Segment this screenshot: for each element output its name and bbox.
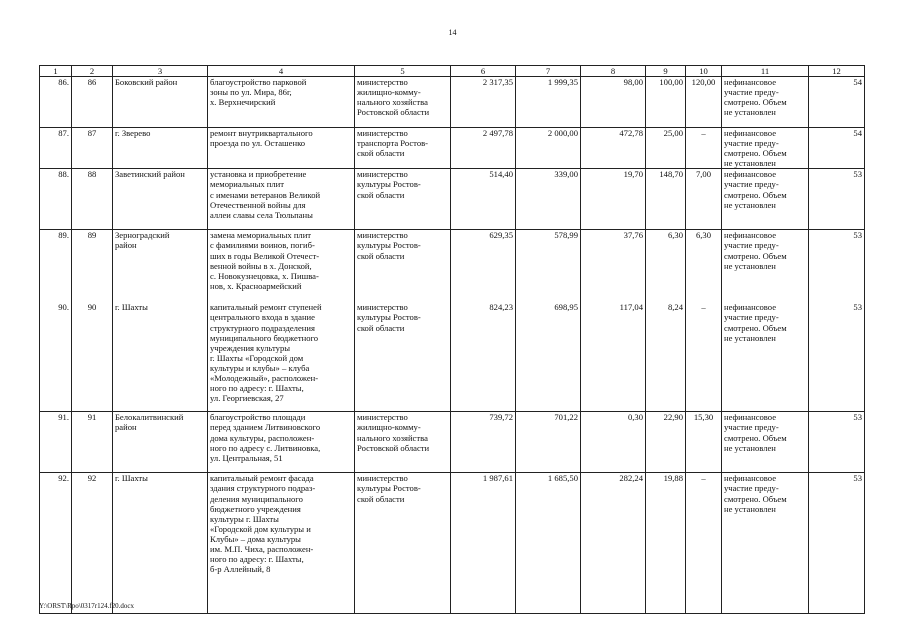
- cell-extra-1: 100,00: [646, 77, 686, 128]
- cell-page: 53: [809, 473, 865, 614]
- cell-row-index: 87.: [40, 128, 72, 169]
- cell-extra-1: 22,90: [646, 412, 686, 473]
- cell-row-index: 90.: [40, 302, 72, 412]
- cell-local-budget: 19,70: [581, 169, 646, 230]
- cell-extra-1: 8,24: [646, 302, 686, 412]
- cell-regional-budget: 698,95: [516, 302, 581, 412]
- cell-page: 53: [809, 412, 865, 473]
- cell-total: 1 987,61: [451, 473, 516, 614]
- column-number: 2: [72, 66, 113, 77]
- table-row: [40, 412, 865, 473]
- cell-total: 2 317,35: [451, 77, 516, 128]
- cell-extra-2: 6,30: [686, 230, 722, 302]
- cell-local-budget: 37,76: [581, 230, 646, 302]
- cell-page: 53: [809, 169, 865, 230]
- cell-territory: Боковский район: [113, 77, 208, 128]
- column-number: 6: [451, 66, 516, 77]
- cell-number: 88: [72, 169, 113, 230]
- cell-row-index: 88.: [40, 169, 72, 230]
- cell-participation: нефинансовое участие преду- смотрено. Объем не установлен: [722, 169, 809, 230]
- cell-territory: Белокалитвинский район: [113, 412, 208, 473]
- cell-number: 86: [72, 77, 113, 128]
- cell-participation: нефинансовое участие преду- смотрено. Объем не установлен: [722, 230, 809, 302]
- cell-ministry: министерство жилищно-комму- нального хозяйства Ростовской области: [355, 412, 451, 473]
- column-number: 9: [646, 66, 686, 77]
- cell-description: замена мемориальных плит с фамилиями воинов, погиб- ших в годы Великой Отечест- венной войны в х. Донской, с. Новокузнецовка, х. Пишва- нов, х. Красноармейский: [208, 230, 355, 302]
- cell-territory: Заветинский район: [113, 169, 208, 230]
- cell-extra-1: 6,30: [646, 230, 686, 302]
- column-number: 7: [516, 66, 581, 77]
- cell-extra-2: –: [686, 128, 722, 169]
- table-row: [40, 230, 865, 302]
- table-header-row: [40, 66, 865, 77]
- table-row: [40, 169, 865, 230]
- column-number: 8: [581, 66, 646, 77]
- cell-extra-2: –: [686, 302, 722, 412]
- cell-territory: г. Зверево: [113, 128, 208, 169]
- cell-territory: г. Шахты: [113, 302, 208, 412]
- page-number: 14: [448, 28, 457, 37]
- cell-extra-2: 120,00: [686, 77, 722, 128]
- cell-ministry: министерство транспорта Ростов- ской области: [355, 128, 451, 169]
- column-number: 5: [355, 66, 451, 77]
- cell-page: 54: [809, 77, 865, 128]
- cell-extra-1: 148,70: [646, 169, 686, 230]
- cell-regional-budget: 1 685,50: [516, 473, 581, 614]
- column-number: 4: [208, 66, 355, 77]
- cell-local-budget: 472,78: [581, 128, 646, 169]
- cell-number: 92: [72, 473, 113, 614]
- footer-file-path: Y:\ORST\Rpo\0317r124.f20.docx: [39, 602, 135, 610]
- cell-regional-budget: 339,00: [516, 169, 581, 230]
- cell-regional-budget: 578,99: [516, 230, 581, 302]
- cell-extra-2: –: [686, 473, 722, 614]
- cell-participation: нефинансовое участие преду- смотрено. Объем не установлен: [722, 473, 809, 614]
- cell-regional-budget: 1 999,35: [516, 77, 581, 128]
- cell-number: 91: [72, 412, 113, 473]
- cell-description: установка и приобретение мемориальных плит с именами ветеранов Великой Отечественной войны для аллеи славы села Тюльпаны: [208, 169, 355, 230]
- cell-number: 89: [72, 230, 113, 302]
- cell-territory: Зерноградский район: [113, 230, 208, 302]
- cell-total: 514,40: [451, 169, 516, 230]
- cell-total: 629,35: [451, 230, 516, 302]
- cell-ministry: министерство культуры Ростов- ской области: [355, 169, 451, 230]
- cell-description: капитальный ремонт ступеней центрального входа в здание структурного подразделения муниципального бюджетного учреждения культуры г. Шахты «Городской дом культуры и клубы» – клуба «Молодежный», расположен- ного по адресу: г. Шахты, ул. Георгиевская, 27: [208, 302, 355, 412]
- cell-participation: нефинансовое участие преду- смотрено. Объем не установлен: [722, 77, 809, 128]
- column-number: 3: [113, 66, 208, 77]
- cell-ministry: министерство культуры Ростов- ской области: [355, 230, 451, 302]
- cell-page: 53: [809, 230, 865, 302]
- cell-row-index: 91.: [40, 412, 72, 473]
- cell-extra-2: 15,30: [686, 412, 722, 473]
- cell-regional-budget: 2 000,00: [516, 128, 581, 169]
- cell-participation: нефинансовое участие преду- смотрено. Объем не установлен: [722, 128, 809, 169]
- cell-page: 54: [809, 128, 865, 169]
- cell-ministry: министерство культуры Ростов- ской области: [355, 473, 451, 614]
- cell-ministry: министерство культуры Ростов- ской области: [355, 302, 451, 412]
- cell-page: 53: [809, 302, 865, 412]
- projects-table: [39, 65, 865, 614]
- cell-row-index: 86.: [40, 77, 72, 128]
- cell-local-budget: 117,04: [581, 302, 646, 412]
- cell-description: благоустройство парковой зоны по ул. Мира, 86г, х. Верхнечирский: [208, 77, 355, 128]
- cell-description: ремонт внутриквартального проезда по ул. Осташенко: [208, 128, 355, 169]
- cell-ministry: министерство жилищно-комму- нального хозяйства Ростовской области: [355, 77, 451, 128]
- cell-row-index: 89.: [40, 230, 72, 302]
- table-row: [40, 302, 865, 412]
- cell-local-budget: 98,00: [581, 77, 646, 128]
- cell-row-index: 92.: [40, 473, 72, 614]
- column-number: 12: [809, 66, 865, 77]
- table-row: [40, 77, 865, 128]
- cell-description: капитальный ремонт фасада здания структурного подраз- деления муниципального бюджетного учреждения культуры г. Шахты «Городской дом культуры и Клубы» – дома культуры им. М.П. Чиха, расположен- ного по адресу: г. Шахты, б-р Аллейный, 8: [208, 473, 355, 614]
- cell-extra-1: 25,00: [646, 128, 686, 169]
- cell-number: 90: [72, 302, 113, 412]
- cell-number: 87: [72, 128, 113, 169]
- table-row: [40, 128, 865, 169]
- cell-participation: нефинансовое участие преду- смотрено. Объем не установлен: [722, 302, 809, 412]
- cell-total: 824,23: [451, 302, 516, 412]
- cell-description: благоустройство площади перед зданием Литвиновского дома культуры, расположен- ного по адресу с. Литвиновка, ул. Центральная, 51: [208, 412, 355, 473]
- cell-participation: нефинансовое участие преду- смотрено. Объем не установлен: [722, 412, 809, 473]
- cell-regional-budget: 701,22: [516, 412, 581, 473]
- column-number: 10: [686, 66, 722, 77]
- column-number: 11: [722, 66, 809, 77]
- cell-extra-2: 7,00: [686, 169, 722, 230]
- cell-total: 2 497,78: [451, 128, 516, 169]
- cell-local-budget: 0,30: [581, 412, 646, 473]
- cell-local-budget: 282,24: [581, 473, 646, 614]
- table-row: [40, 473, 865, 614]
- cell-territory: г. Шахты: [113, 473, 208, 614]
- column-number: 1: [40, 66, 72, 77]
- cell-extra-1: 19,88: [646, 473, 686, 614]
- cell-total: 739,72: [451, 412, 516, 473]
